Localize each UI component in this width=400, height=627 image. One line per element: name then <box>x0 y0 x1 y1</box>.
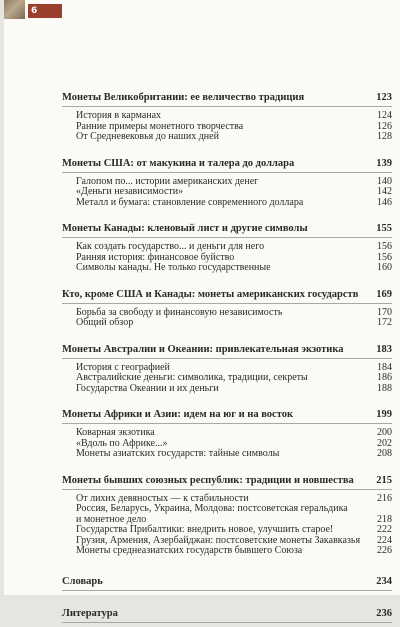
toc-item-line: Символы канады. Не только государственные <box>76 262 271 273</box>
toc-item-page-number: 184 <box>377 361 392 373</box>
toc-item-line: Как создать государство... и деньги для него <box>76 241 265 252</box>
section-title: Монеты Канады: кленовый лист и другие символы <box>62 223 308 234</box>
toc-item-title <box>76 384 227 395</box>
toc-item[interactable] <box>76 504 392 525</box>
toc-item-title <box>76 525 341 536</box>
toc-item-page-number: 226 <box>377 545 392 556</box>
section-items <box>62 304 392 333</box>
section-items <box>62 238 392 278</box>
section-title: Словарь <box>62 575 103 587</box>
toc-item[interactable] <box>76 373 392 384</box>
toc-item-line: Металл и бумага: становление современного доллара <box>76 196 304 208</box>
toc-item-title <box>76 428 163 439</box>
toc-item[interactable] <box>76 428 392 439</box>
toc-item[interactable] <box>76 198 392 209</box>
section-title: Монеты Австралии и Океании: привлекательная экзотика <box>62 343 344 355</box>
toc-item[interactable] <box>76 546 392 557</box>
toc-item-line: От лихих девяностых — к стабильности <box>76 492 249 504</box>
toc-item-page-number: 224 <box>377 534 392 546</box>
toc-item-title <box>76 504 356 525</box>
toc-item-page-number: 126 <box>377 120 392 132</box>
toc-item-page-number: 160 <box>377 262 392 273</box>
toc-item-line: От Средневековья до наших дней <box>76 131 219 142</box>
corner-ornament <box>4 0 25 19</box>
toc-item-page-number: 216 <box>377 492 392 504</box>
toc-item[interactable] <box>76 384 392 395</box>
toc-item-title <box>76 263 279 274</box>
toc-item-page-number: 202 <box>377 437 392 449</box>
toc-item-page-number: 200 <box>377 427 392 438</box>
section-title: Монеты США: от макукина и талера до доллара <box>62 157 295 169</box>
toc-item-page-number: 156 <box>377 241 392 252</box>
section-items <box>62 173 392 213</box>
section-items <box>62 359 392 399</box>
table-of-contents <box>62 91 392 627</box>
toc-item-line: История в карманах <box>76 110 162 121</box>
toc-item-line: и монетное дело <box>76 513 147 525</box>
toc-item-title <box>76 546 310 557</box>
section-page-number: 236 <box>376 607 392 619</box>
toc-item-page-number: 124 <box>377 110 392 121</box>
toc-item-page-number: 128 <box>377 131 392 142</box>
toc-item-line: Ранние примеры монетного творчества <box>76 120 244 132</box>
toc-item-page-number: 140 <box>377 175 392 187</box>
section-heading[interactable] <box>62 474 392 490</box>
toc-item-title <box>76 132 227 143</box>
toc-item-line: История с географией <box>76 361 170 373</box>
toc-item[interactable] <box>76 449 392 460</box>
toc-item-line: Коварная экзотика <box>76 427 155 438</box>
toc-item-line: Грузия, Армения, Азербайджан: постсоветские монеты Закавказья <box>76 534 361 546</box>
section-heading[interactable] <box>62 222 392 238</box>
toc-section <box>62 607 392 627</box>
toc-item-line: Австралийские деньги: символика, традиции, секреты <box>76 372 308 383</box>
toc-section <box>62 222 392 288</box>
toc-item-line: Государства Океании и их деньги <box>76 382 219 394</box>
toc-item-line: Монеты азиатских государств: тайные символы <box>76 448 280 459</box>
section-title: Монеты Великобритании: ее величество традиция <box>62 92 305 103</box>
toc-item-line: Общий обзор <box>76 317 134 328</box>
toc-section <box>62 157 392 223</box>
toc-item-line: Борьба за свободу и финансовую независимость <box>76 306 283 318</box>
section-heading[interactable] <box>62 408 392 424</box>
section-heading[interactable] <box>62 343 392 359</box>
section-heading[interactable] <box>62 607 392 623</box>
toc-item[interactable] <box>76 187 392 198</box>
toc-section <box>62 474 392 575</box>
toc-section <box>62 408 392 474</box>
section-heading[interactable] <box>62 157 392 173</box>
toc-item-line: «Деньги независимости» <box>76 186 184 197</box>
toc-item[interactable] <box>76 111 392 122</box>
toc-item[interactable] <box>76 263 392 274</box>
section-heading[interactable] <box>62 91 392 107</box>
toc-item[interactable] <box>76 242 392 253</box>
toc-item-title <box>76 111 169 122</box>
toc-item-line: «Вдоль по Африке...» <box>76 437 168 449</box>
toc-section <box>62 575 392 607</box>
section-page-number: 234 <box>376 575 392 587</box>
toc-item-title <box>76 242 272 253</box>
section-page-number: 155 <box>376 223 392 234</box>
toc-item-line: Россия, Беларусь, Украина, Молдова: постсоветская геральдика <box>76 503 348 514</box>
section-page-number: 169 <box>376 288 392 300</box>
section-items <box>62 424 392 464</box>
toc-item-page-number: 222 <box>377 524 392 535</box>
toc-item-page-number: 156 <box>377 251 392 263</box>
toc-item-page-number: 188 <box>377 382 392 394</box>
toc-item-line: Монеты среднеазиатских государств бывшего Союза <box>76 545 303 556</box>
toc-item-page-number: 142 <box>377 186 392 197</box>
page-number-tab: 6 <box>28 4 62 18</box>
toc-item[interactable] <box>76 525 392 536</box>
section-items <box>62 490 392 561</box>
toc-item-page-number: 172 <box>377 317 392 328</box>
section-page-number: 199 <box>376 409 392 420</box>
section-title: Монеты бывших союзных республик: традиции и новшества <box>62 474 354 486</box>
toc-item[interactable] <box>76 318 392 329</box>
toc-section <box>62 91 392 157</box>
toc-item-line: Государства Прибалтики: внедрить новое, улучшить старое! <box>76 524 334 535</box>
section-page-number: 123 <box>376 92 392 103</box>
section-heading[interactable] <box>62 288 392 304</box>
toc-item-page-number: 218 <box>377 513 392 525</box>
toc-item-page-number: 170 <box>377 306 392 318</box>
toc-item[interactable] <box>76 132 392 143</box>
section-items <box>62 107 392 147</box>
toc-item-title <box>76 187 191 198</box>
toc-item-page-number: 186 <box>377 372 392 383</box>
toc-item-line: Галопом по... истории американских денег <box>76 175 259 187</box>
section-heading[interactable] <box>62 575 392 591</box>
toc-item-page-number: 146 <box>377 196 392 208</box>
section-page-number: 183 <box>376 343 392 355</box>
toc-item-page-number: 208 <box>377 448 392 459</box>
section-title: Кто, кроме США и Канады: монеты американских государств <box>62 288 359 300</box>
toc-section <box>62 343 392 409</box>
toc-item-title <box>76 318 141 329</box>
toc-item-title <box>76 449 287 460</box>
toc-item-title <box>76 198 311 209</box>
section-page-number: 215 <box>376 474 392 486</box>
toc-item-title <box>76 373 316 384</box>
book-page <box>4 0 400 619</box>
section-title: Монеты Африки и Азии: идем на юг и на восток <box>62 409 294 420</box>
section-page-number: 139 <box>376 157 392 169</box>
section-title: Литература <box>62 607 118 619</box>
toc-section <box>62 288 392 343</box>
toc-item-line: Ранняя история: финансовое буйство <box>76 251 235 263</box>
